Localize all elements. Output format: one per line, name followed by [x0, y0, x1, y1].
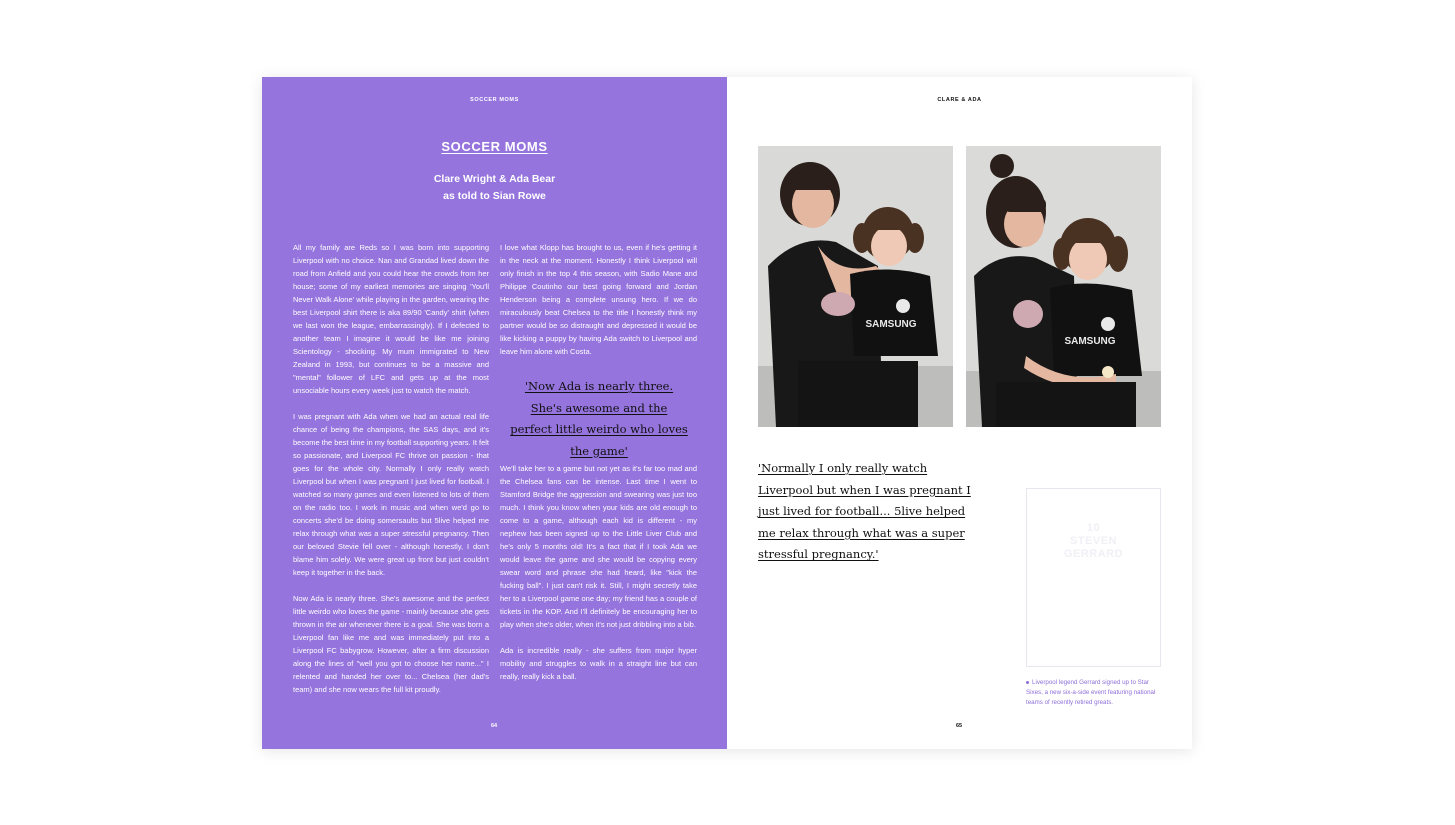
- caption-text: Liverpool legend Gerrard signed up to Star Sixes, a new six-a-side event featuring national teams of recently retired greats.: [1026, 679, 1156, 706]
- bullet-icon: [1026, 681, 1029, 684]
- body-paragraph: Now Ada is nearly three. She's awesome and the perfect little weirdo who loves the game - mainly because she gets thrown in the air whenever there is a goal. She was born a Liverpool fan like me and was immediately put into a Liverpool FC babygrow. However, after a firm discussion along the lines of "well you got to choose her name..." I relented and handed her over to... Chelsea (her dad's team) and she now wears the full kit proudly.: [293, 594, 489, 694]
- body-paragraph: I was pregnant with Ada when we had an actual real life chance of being the champions, the SAS days, and it's become the best time in my football supporting years. It felt so passionate, and Liverpool FC thrive on passion - that goes for the whole city. Normally I only really watch Liverpool but when I was pregnant I just lived for football. I watched so many games and even listened to lots of them on the radio too. I work in music and when we'd go to concerts she'd be doing somersaults but 5live helped me relax through what was a super stressful pregnancy. Then our beloved Stevie fell over - although honestly, I don't blame him solely. We were great up front but just couldn't keep it together in the back.: [293, 412, 489, 577]
- article-title: SOCCER MOMS: [441, 139, 548, 154]
- byline-authors: Clare Wright & Ada Bear: [433, 173, 556, 185]
- poster-name: [1027, 535, 1160, 561]
- byline: [262, 171, 727, 204]
- pull-quote-right: 'Normally I only really watch Liverpool but when I was pregnant I just lived for football... 5live helped me relax through what was a super stressful pregnancy.': [758, 461, 971, 562]
- body-paragraph: Ada is incredible really - she suffers from major hyper mobility and struggles to walk in a straight line but can really, really kick a ball.: [500, 646, 697, 681]
- body-paragraph: We'll take her to a game but not yet as it's far too mad and the Chelsea fans can be intense. Last time I went to Stamford Bridge the aggression and swearing was just too much. I think you know when your kids are old enough to come to a game, although each kid is different - my nephew has been signed up to the Little Liver Club and he's only 5 months old! It's a fact that if I took Ada we would leave the game and she would be copying every swear word and phrase she had heard, like "kick the fucking ball". I just can't risk it. Still, I might secretly take her to a Liverpool game one day; my friend has a couple of tickets in the KOP. And I'll definitely be encouraging her to play when she's older, when it's not just dribbling into a bib.: [500, 464, 697, 629]
- pull-quote-left: 'Now Ada is nearly three. She's awesome and the perfect little weirdo who loves the game': [510, 379, 688, 458]
- photo-mother-daughter-laughing: [758, 146, 953, 427]
- byline-credit: as told to Sian Rowe: [443, 189, 546, 202]
- poster-number: 10: [1086, 522, 1101, 534]
- running-head-right: CLARE & ADA: [937, 97, 982, 103]
- magazine-spread: [262, 77, 1192, 749]
- poster-caption: [1026, 678, 1166, 708]
- page-number-right: 65: [955, 723, 963, 729]
- right-page: [727, 77, 1192, 749]
- page-number-left: 64: [490, 723, 498, 729]
- photo-mother-daughter-smiling: [966, 146, 1161, 427]
- body-column-1: [293, 241, 489, 709]
- body-column-2-bottom: [500, 462, 697, 696]
- poster-name-last: GERRARD: [1063, 548, 1124, 560]
- body-paragraph: I love what Klopp has brought to us, even if he's getting it in the neck at the moment. Honestly I think Liverpool will only finish in the top 4 this season, with Sadio Mane and Philippe Coutinho our best going forward and Jordan Henderson being a complete unsung hero. If we do miraculously beat Chelsea to the title I honestly think my partner would be so distraught and depressed it would be like kicking a puppy by having Ada switch to Liverpool and leave him alone with Costa.: [500, 243, 697, 356]
- left-page: [262, 77, 727, 749]
- running-head-left: SOCCER MOMS: [470, 97, 519, 103]
- shirt-sponsor-text: SAMSUNG: [865, 319, 917, 330]
- body-paragraph: All my family are Reds so I was born into supporting Liverpool with no choice. Nan and Grandad lived down the road from Anfield and you could hear the crowds from her house; some of my earliest memories are singing 'You'll Never Walk Alone' while playing in the garden, wearing the best Liverpool shirt there is aka 89/90 'Candy' shirt (when we last won the league, embarrassingly). If I defected to another team I imagine it would be like me joining Scientology - shocking. My mum immigrated to New Zealand in 1993, but continues to be a massive and "mental" follower of LFC and gets up at the most unsociable hours every week just to watch the match.: [293, 243, 489, 395]
- shirt-sponsor-text: SAMSUNG: [1064, 336, 1116, 347]
- body-column-2-top: [500, 241, 697, 371]
- gerrard-shirt-poster: [1026, 488, 1161, 667]
- poster-name-first: STEVEN: [1069, 535, 1117, 547]
